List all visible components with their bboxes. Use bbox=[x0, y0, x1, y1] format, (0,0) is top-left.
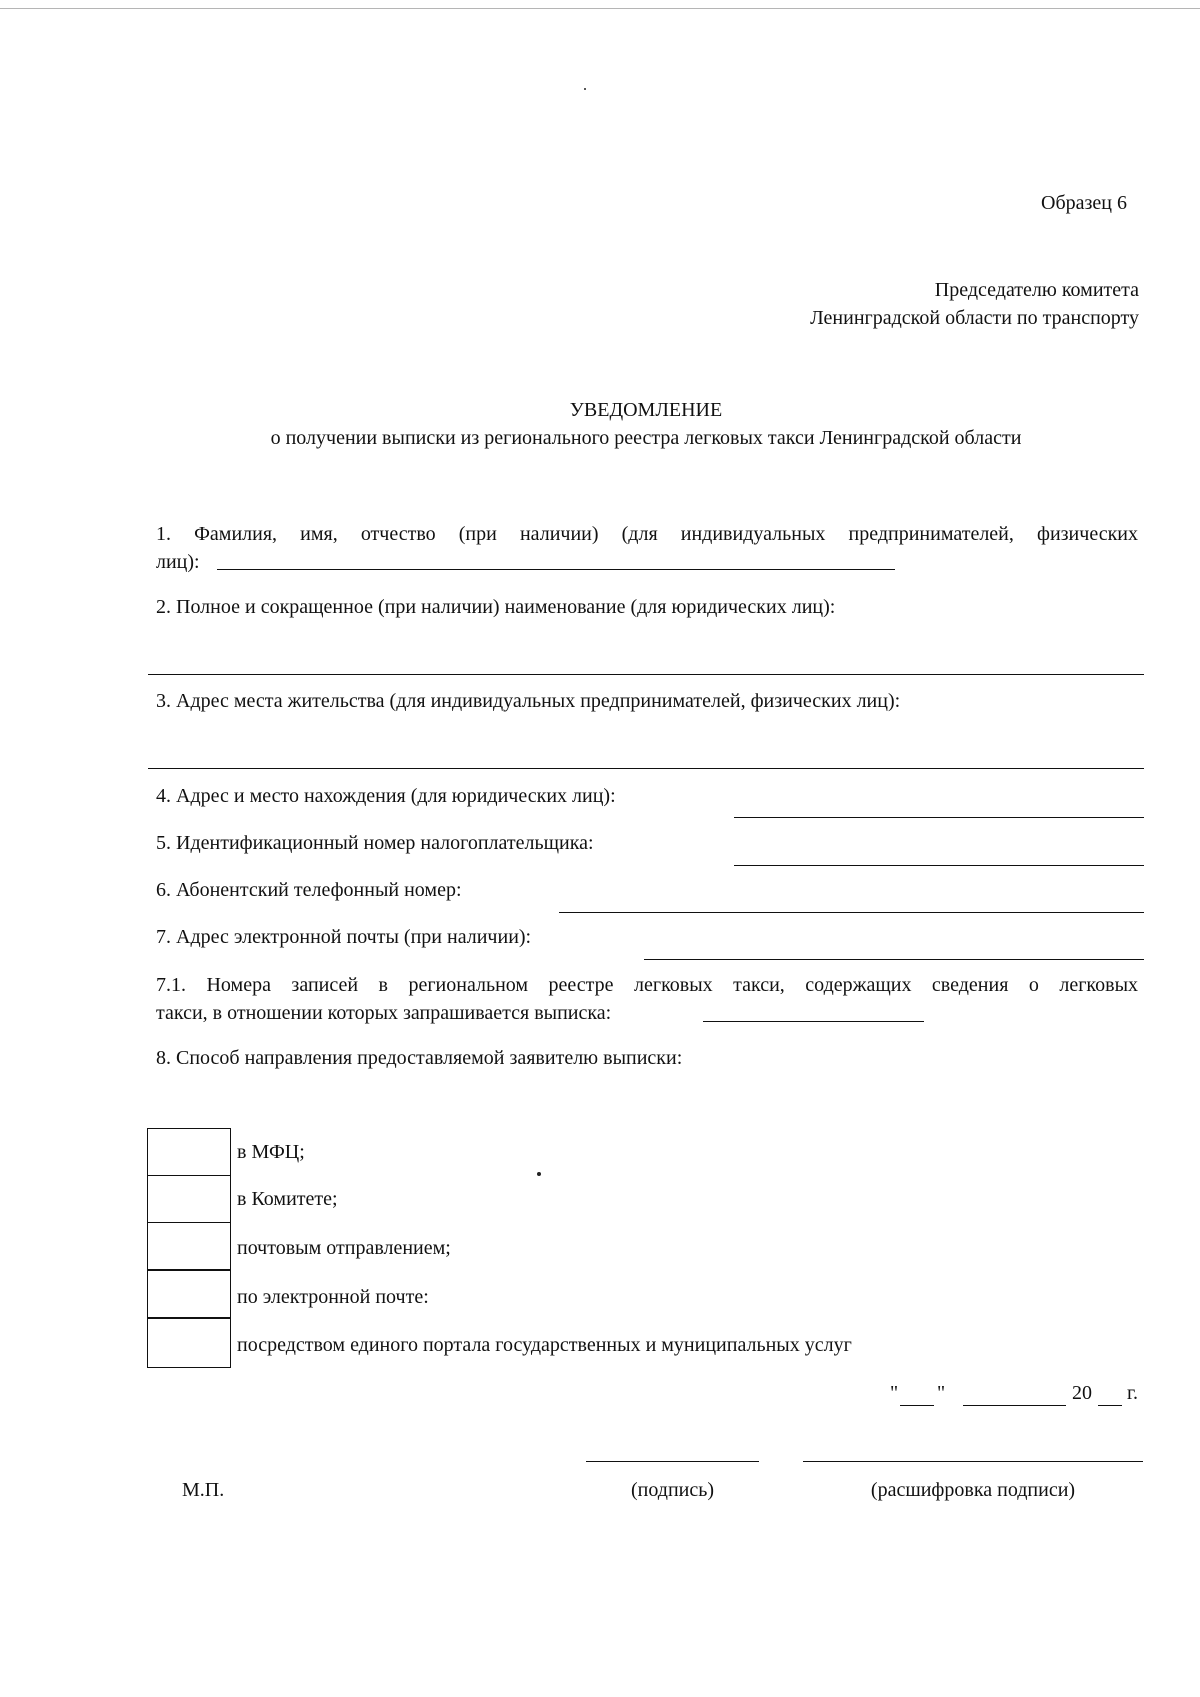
field-1-label: 1. Фамилия, имя, отчество (при наличии) (для индивидуальных предпринимателей, физических bbox=[156, 523, 1138, 545]
field-2-label: 2. Полное и сокращенное (при наличии) наименование (для юридических лиц): bbox=[156, 596, 836, 618]
field-7-1-label: 7.1. Номера записей в региональном реестре легковых такси, содержащих сведения о легковых bbox=[156, 974, 1138, 996]
field-8-label: 8. Способ направления предоставляемой заявителю выписки: bbox=[156, 1047, 683, 1069]
signature-line[interactable] bbox=[586, 1461, 759, 1462]
stamp-placeholder: М.П. bbox=[182, 1479, 225, 1501]
delivery-mfc-checkbox[interactable] bbox=[147, 1128, 231, 1176]
delivery-option-label: в Комитете; bbox=[237, 1188, 338, 1210]
organization-name-input[interactable] bbox=[148, 650, 1144, 675]
date-quote-close: " bbox=[937, 1382, 946, 1404]
full-name-input[interactable] bbox=[217, 545, 895, 570]
delivery-post-checkbox[interactable] bbox=[147, 1222, 231, 1270]
date-day-input[interactable] bbox=[900, 1381, 934, 1406]
field-1-label-cont: лиц): bbox=[156, 551, 200, 573]
signature-caption: (подпись) bbox=[630, 1479, 715, 1501]
legal-address-input[interactable] bbox=[734, 793, 1144, 818]
document-title: УВЕДОМЛЕНИЕ bbox=[569, 399, 723, 421]
field-3-label: 3. Адрес места жительства (для индивидуальных предпринимателей, физических лиц): bbox=[156, 690, 901, 712]
delivery-email-checkbox[interactable] bbox=[147, 1270, 231, 1318]
signature-decryption-line[interactable] bbox=[803, 1461, 1143, 1462]
document-subtitle: о получении выписки из регионального реестра легковых такси Ленинградской области bbox=[270, 427, 1022, 449]
field-4-label: 4. Адрес и место нахождения (для юридических лиц): bbox=[156, 785, 616, 807]
field-5-label: 5. Идентификационный номер налогоплательщика: bbox=[156, 832, 594, 854]
scan-speck bbox=[537, 1172, 541, 1176]
date-quote-open: " bbox=[890, 1382, 899, 1404]
residence-address-input[interactable] bbox=[148, 744, 1144, 769]
delivery-committee-checkbox[interactable] bbox=[147, 1175, 231, 1223]
signature-decryption-caption: (расшифровка подписи) bbox=[870, 1479, 1076, 1501]
email-input[interactable] bbox=[644, 935, 1144, 960]
inn-input[interactable] bbox=[734, 841, 1144, 866]
taxi-register-records-input[interactable] bbox=[703, 997, 924, 1022]
delivery-portal-checkbox[interactable] bbox=[147, 1318, 231, 1368]
field-7-label: 7. Адрес электронной почты (при наличии): bbox=[156, 926, 532, 948]
sample-number: Образец 6 bbox=[1041, 192, 1127, 214]
scan-speck bbox=[584, 88, 586, 90]
field-6-label: 6. Абонентский телефонный номер: bbox=[156, 879, 462, 901]
date-year-input[interactable] bbox=[1098, 1381, 1122, 1406]
date-year-prefix: 20 bbox=[1072, 1382, 1092, 1404]
phone-number-input[interactable] bbox=[559, 888, 1144, 913]
addressee-line-1: Председателю комитета bbox=[934, 279, 1139, 301]
field-7-1-label-cont: такси, в отношении которых запрашивается выписка: bbox=[156, 1002, 612, 1024]
delivery-option-label: посредством единого портала государственных и муниципальных услуг bbox=[237, 1334, 852, 1356]
delivery-option-label: в МФЦ; bbox=[237, 1141, 305, 1163]
addressee-line-2: Ленинградской области по транспорту bbox=[810, 307, 1139, 329]
delivery-option-label: по электронной почте: bbox=[237, 1286, 429, 1308]
date-month-input[interactable] bbox=[963, 1381, 1066, 1406]
scan-top-edge bbox=[0, 8, 1200, 9]
date-year-suffix: г. bbox=[1127, 1382, 1138, 1404]
delivery-option-label: почтовым отправлением; bbox=[237, 1237, 451, 1259]
